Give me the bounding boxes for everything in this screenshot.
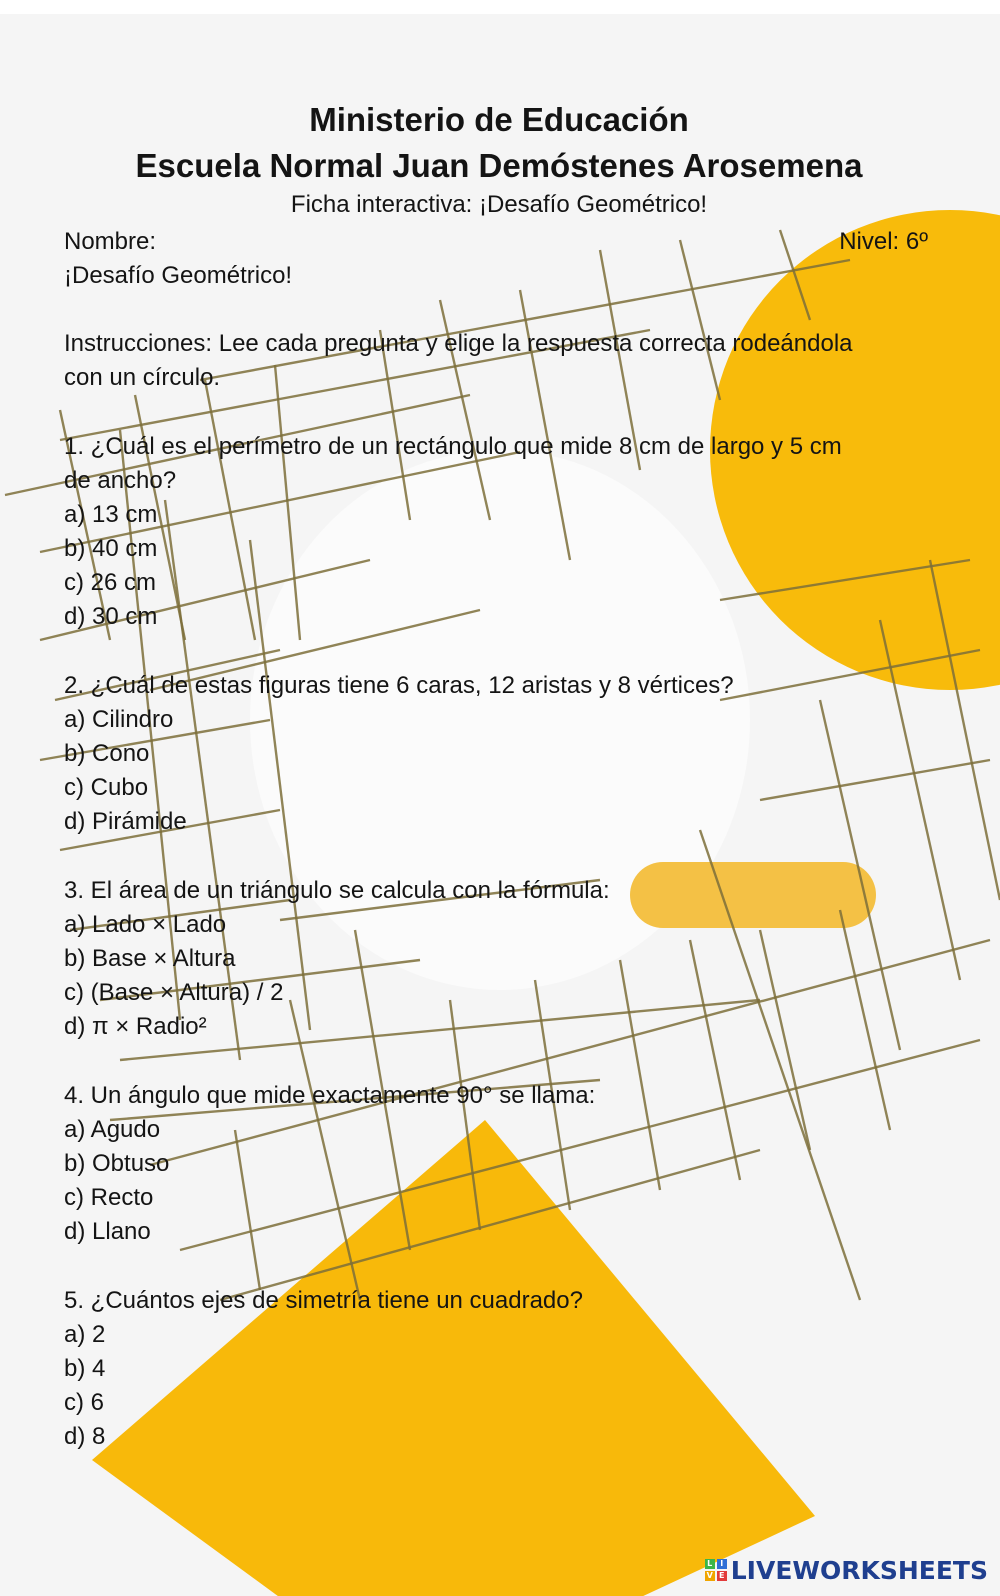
question-text: 3. El área de un triángulo se calcula con la fórmula: — [64, 877, 610, 904]
top-strip — [0, 0, 1000, 14]
question-text: de ancho? — [64, 467, 177, 494]
answer-option[interactable]: b) Base × Altura — [64, 945, 236, 972]
answer-option[interactable]: a) Cilindro — [64, 706, 174, 733]
answer-option[interactable]: d) 30 cm — [64, 603, 158, 630]
question-text: 5. ¿Cuántos ejes de simetría tiene un cuadrado? — [64, 1287, 583, 1314]
answer-option[interactable]: a) 13 cm — [64, 501, 158, 528]
question-text: 2. ¿Cuál de estas figuras tiene 6 caras, 12 aristas y 8 vértices? — [64, 672, 734, 699]
answer-option[interactable]: a) 2 — [64, 1321, 106, 1348]
question-text: 4. Un ángulo que mide exactamente 90° se llama: — [64, 1082, 596, 1109]
instructions-line-2: con un círculo. — [64, 364, 221, 391]
name-field-label: Nombre: — [64, 228, 157, 255]
answer-option[interactable]: c) 26 cm — [64, 569, 157, 596]
liveworksheets-logo-text: LIVEWORKSHEETS — [730, 1555, 988, 1585]
answer-option[interactable]: c) (Base × Altura) / 2 — [64, 979, 284, 1006]
answer-option[interactable]: b) Cono — [64, 740, 150, 767]
answer-option[interactable]: a) Lado × Lado — [64, 911, 227, 938]
liveworksheets-logo-icon: L I V E — [705, 1559, 727, 1581]
answer-option[interactable]: d) Llano — [64, 1218, 151, 1245]
answer-option[interactable]: d) 8 — [64, 1423, 106, 1450]
level-label: Nivel: 6º — [839, 228, 928, 255]
answer-option[interactable]: b) Obtuso — [64, 1150, 170, 1177]
ministry-title: Ministerio de Educación — [309, 101, 689, 138]
instructions-line-1: Instrucciones: Lee cada pregunta y elige la respuesta correcta rodeándola — [64, 330, 853, 357]
worksheet-subtitle: Ficha interactiva: ¡Desafío Geométrico! — [290, 191, 708, 218]
question-text: 1. ¿Cuál es el perímetro de un rectángulo que mide 8 cm de largo y 5 cm — [64, 433, 842, 460]
challenge-heading: ¡Desafío Geométrico! — [64, 262, 293, 289]
answer-option[interactable]: b) 40 cm — [64, 535, 158, 562]
liveworksheets-logo — [705, 1553, 988, 1587]
answer-option[interactable]: c) Recto — [64, 1184, 154, 1211]
answer-option[interactable]: c) Cubo — [64, 774, 149, 801]
answer-option[interactable]: c) 6 — [64, 1389, 105, 1416]
yellow-pill-shape — [630, 862, 876, 928]
answer-option[interactable]: b) 4 — [64, 1355, 106, 1382]
answer-option[interactable]: d) Pirámide — [64, 808, 187, 835]
answer-option[interactable]: a) Agudo — [64, 1116, 161, 1143]
answer-option[interactable]: d) π × Radio² — [64, 1013, 207, 1040]
school-title: Escuela Normal Juan Demóstenes Arosemena — [135, 147, 863, 184]
